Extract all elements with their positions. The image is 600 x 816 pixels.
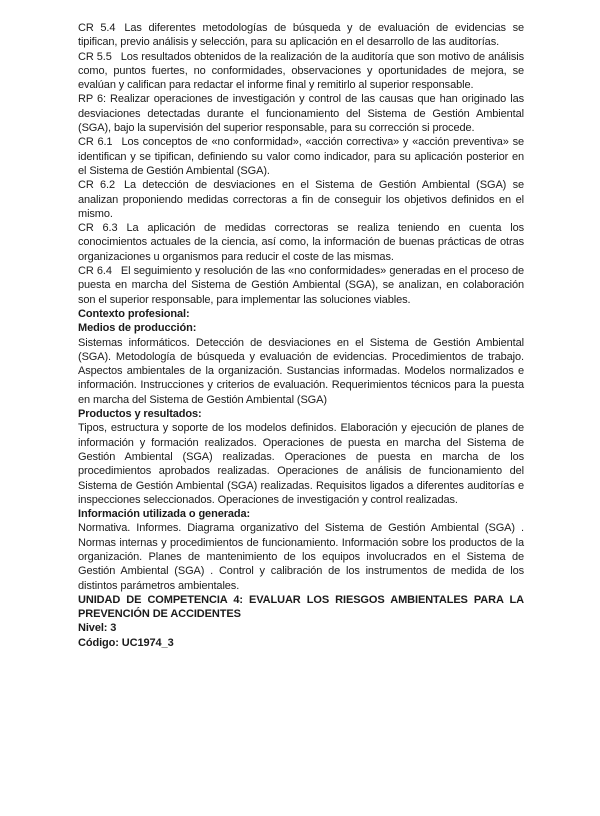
document-text-block — [78, 21, 524, 650]
cr-paragraph-5-4 — [78, 21, 524, 50]
medios-heading: Medios de producción: — [78, 322, 197, 335]
productos-body: Tipos, estructura y soporte de los modelos definidos. Elaboración y ejecución de planes de información y formación realizados. Operaciones de puesta en marcha del Sistema de Gestión Ambiental (SGA) realizadas. Operaciones de puesta en marcha de los procedimientos aprobados realizadas. Operaciones de análisis de funcionamiento del Sistema de Gestión Ambiental (SGA) realizadas. Requisitos ligados a diferentes auditorías e inspecciones seleccionados. Operaciones de investigación y control realizadas. — [78, 422, 524, 506]
cr-paragraph-6-3 — [78, 221, 524, 264]
medios-body: Sistemas informáticos. Detección de desviaciones en el Sistema de Gestión Ambiental (SGA). Metodología de búsqueda y evaluación de evidencias. Procedimientos de trabajo. Aspectos ambientales de la organización. Sustancias informadas. Modelos normalizados e información. Instrucciones y criterios de evaluación. Requerimientos técnicos para la puesta en marcha del Sistema de Gestión Ambiental (SGA) — [78, 336, 524, 406]
cr-text: Los conceptos de «no conformidad», «acción correctiva» y «acción preventiva» se identifican y se tipifican, definiendo su valor como indicador, para su aplicación posterior en el Sistema de Gestión Ambiental (SGA). — [78, 136, 524, 177]
cr-label: CR 6.1 — [78, 136, 113, 149]
cr-text: La detección de desviaciones en el Sistema de Gestión Ambiental (SGA) se analizan proponiendo medidas correctoras a fin de conseguir los objetivos definidos en el mismo. — [78, 179, 525, 220]
productos-heading: Productos y resultados: — [78, 408, 202, 421]
cr-label: CR 6.3 — [78, 222, 118, 235]
cr-paragraph-6-4 — [78, 264, 524, 307]
rp6-paragraph: RP 6: Realizar operaciones de investigación y control de las causas que han originado las desviaciones detectadas durante el funcionamiento del Sistema de Gestión Ambiental (SGA), bajo la supervisión del superior responsable, para su corrección si procede. — [78, 93, 524, 135]
cr-paragraph-6-2 — [78, 178, 524, 221]
cr-label: CR 6.2 — [78, 179, 116, 192]
cr-paragraph-5-5 — [78, 50, 524, 93]
contexto-profesional-heading: Contexto profesional: — [78, 307, 190, 320]
cr-text: El seguimiento y resolución de las «no conformidades» generadas en el proceso de puesta en marcha del Sistema de Gestión Ambiental (SGA), se analizan, en colaboración son el superior responsable, para implementar las soluciones viables. — [78, 265, 524, 306]
cr-text: La aplicación de medidas correctoras se realiza teniendo en cuenta los conocimientos actuales de la ciencia, así como, la información de buenas prácticas de otras organizaciones u organismos para reducir el coste de las mismas. — [78, 222, 524, 263]
cr-label: CR 5.5 — [78, 50, 112, 63]
cr-label: CR 6.4 — [78, 265, 112, 278]
cr-text: Las diferentes metodologías de búsqueda y de evaluación de evidencias se tipifican, previo análisis y selección, para su aplicación en el desarrollo de las auditorías. — [78, 22, 524, 49]
level-line: Nivel: 3 — [78, 622, 117, 635]
cr-text: Los resultados obtenidos de la realización de la auditoría que son motivo de análisis como, puntos fuertes, no conformidades, observaciones y oportunidades de mejora, se evalúan y califican para redactar el informe final y remitirlo al superior responsable. — [78, 50, 524, 92]
code-line: Código: UC1974_3 — [78, 636, 174, 649]
competence-unit-heading: UNIDAD DE COMPETENCIA 4: EVALUAR LOS RIESGOS AMBIENTALES PARA LA PREVENCIÓN DE ACCIDENTES — [78, 593, 524, 621]
informacion-body: Normativa. Informes. Diagrama organizativo del Sistema de Gestión Ambiental (SGA) . Normas internas y procedimientos de funcionamiento. Información sobre los productos de la organización. Planes de mantenimiento de los equipos involucrados en el Sistema de Gestión Ambiental (SGA) . Control y calibración de los instrumentos de medida de los distintos parámetros ambientales. — [78, 522, 524, 592]
cr-paragraph-6-1 — [78, 135, 524, 178]
cr-label: CR 5.4 — [78, 22, 116, 34]
informacion-heading: Información utilizada o generada: — [78, 508, 251, 521]
